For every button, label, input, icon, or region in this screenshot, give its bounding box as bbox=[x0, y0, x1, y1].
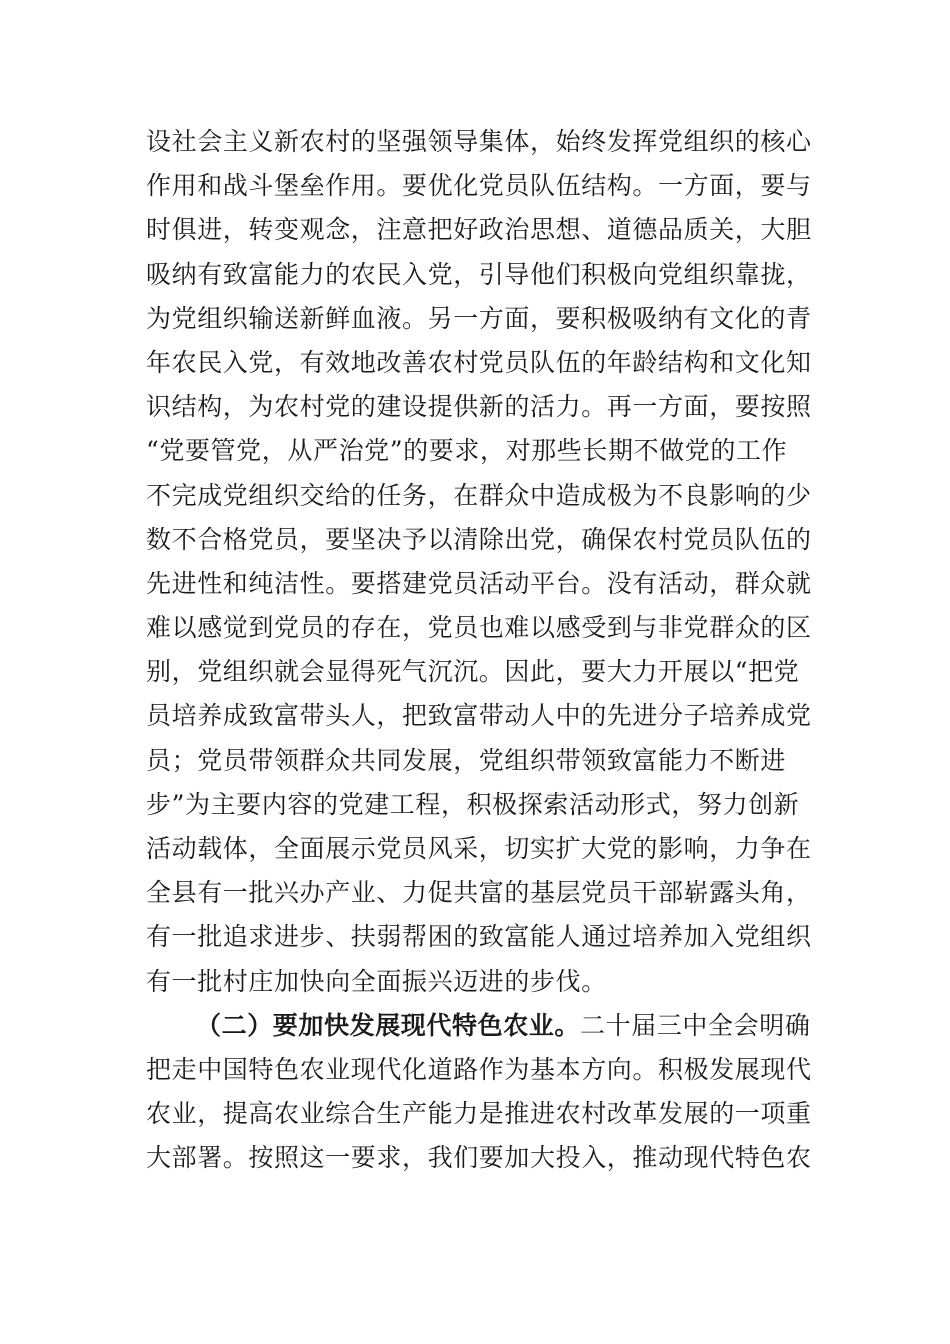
body-line: 大部署。按照这一要求，我们要加大投入，推动现代特色农 bbox=[146, 1143, 812, 1173]
body-line: 设社会主义新农村的坚强领导集体，始终发挥党组织的核心 bbox=[146, 127, 812, 156]
body-line: 员培养成致富带头人，把致富带动人中的先进分子培养成党 bbox=[146, 701, 812, 731]
section-heading-rest: 二十届三中全会明确 bbox=[580, 1010, 811, 1040]
body-line: 有一批村庄加快向全面振兴迈进的步伐。 bbox=[146, 966, 607, 996]
body-line: 步”为主要内容的党建工程，积极探索活动形式，努力创新 bbox=[146, 789, 800, 819]
body-line: 识结构，为农村党的建设提供新的活力。再一方面，要按照 bbox=[146, 392, 812, 422]
body-line: 吸纳有致富能力的农民入党，引导他们积极向党组织靠拢， bbox=[146, 259, 812, 289]
body-line: 为党组织输送新鲜血液。另一方面，要积极吸纳有文化的青 bbox=[146, 303, 812, 333]
body-line: 有一批追求进步、扶弱帮困的致富能人通过培养加入党组织 bbox=[146, 922, 812, 952]
body-line: 数不合格党员，要坚决予以清除出党，确保农村党员队伍的 bbox=[146, 524, 812, 554]
document-body bbox=[146, 120, 814, 1181]
body-line: 年农民入党，有效地改善农村党员队伍的年龄结构和文化知 bbox=[146, 347, 812, 377]
body-line: 把走中国特色农业现代化道路作为基本方向。积极发展现代 bbox=[146, 1054, 812, 1084]
body-line: “党要管党，从严治党”的要求，对那些长期不做党的工作 bbox=[146, 436, 788, 466]
body-line: 活动载体，全面展示党员风采，切实扩大党的影响，力争在 bbox=[146, 834, 812, 863]
section-heading: （二）要加快发展现代特色农业。 bbox=[196, 1010, 581, 1040]
body-line: 员；党员带领群众共同发展，党组织带领致富能力不断进 bbox=[146, 745, 787, 775]
body-line: 不完成党组织交给的任务，在群众中造成极为不良影响的少 bbox=[146, 480, 812, 510]
body-line: 别，党组织就会显得死气沉沉。因此，要大力开展以“把党 bbox=[146, 657, 800, 687]
body-line: 时俱进，转变观念，注意把好政治思想、道德品质关，大胆 bbox=[146, 215, 812, 245]
section-heading-line bbox=[146, 1004, 814, 1048]
body-line: 先进性和纯洁性。要搭建党员活动平台。没有活动，群众就 bbox=[146, 568, 812, 598]
body-line: 难以感觉到党员的存在，党员也难以感受到与非党群众的区 bbox=[146, 613, 812, 643]
body-line: 全县有一批兴办产业、力促共富的基层党员干部崭露头角， bbox=[146, 878, 812, 908]
body-line: 作用和战斗堡垒作用。要优化党员队伍结构。一方面，要与 bbox=[146, 171, 812, 201]
body-line: 农业，提高农业综合生产能力是推进农村改革发展的一项重 bbox=[146, 1099, 812, 1129]
